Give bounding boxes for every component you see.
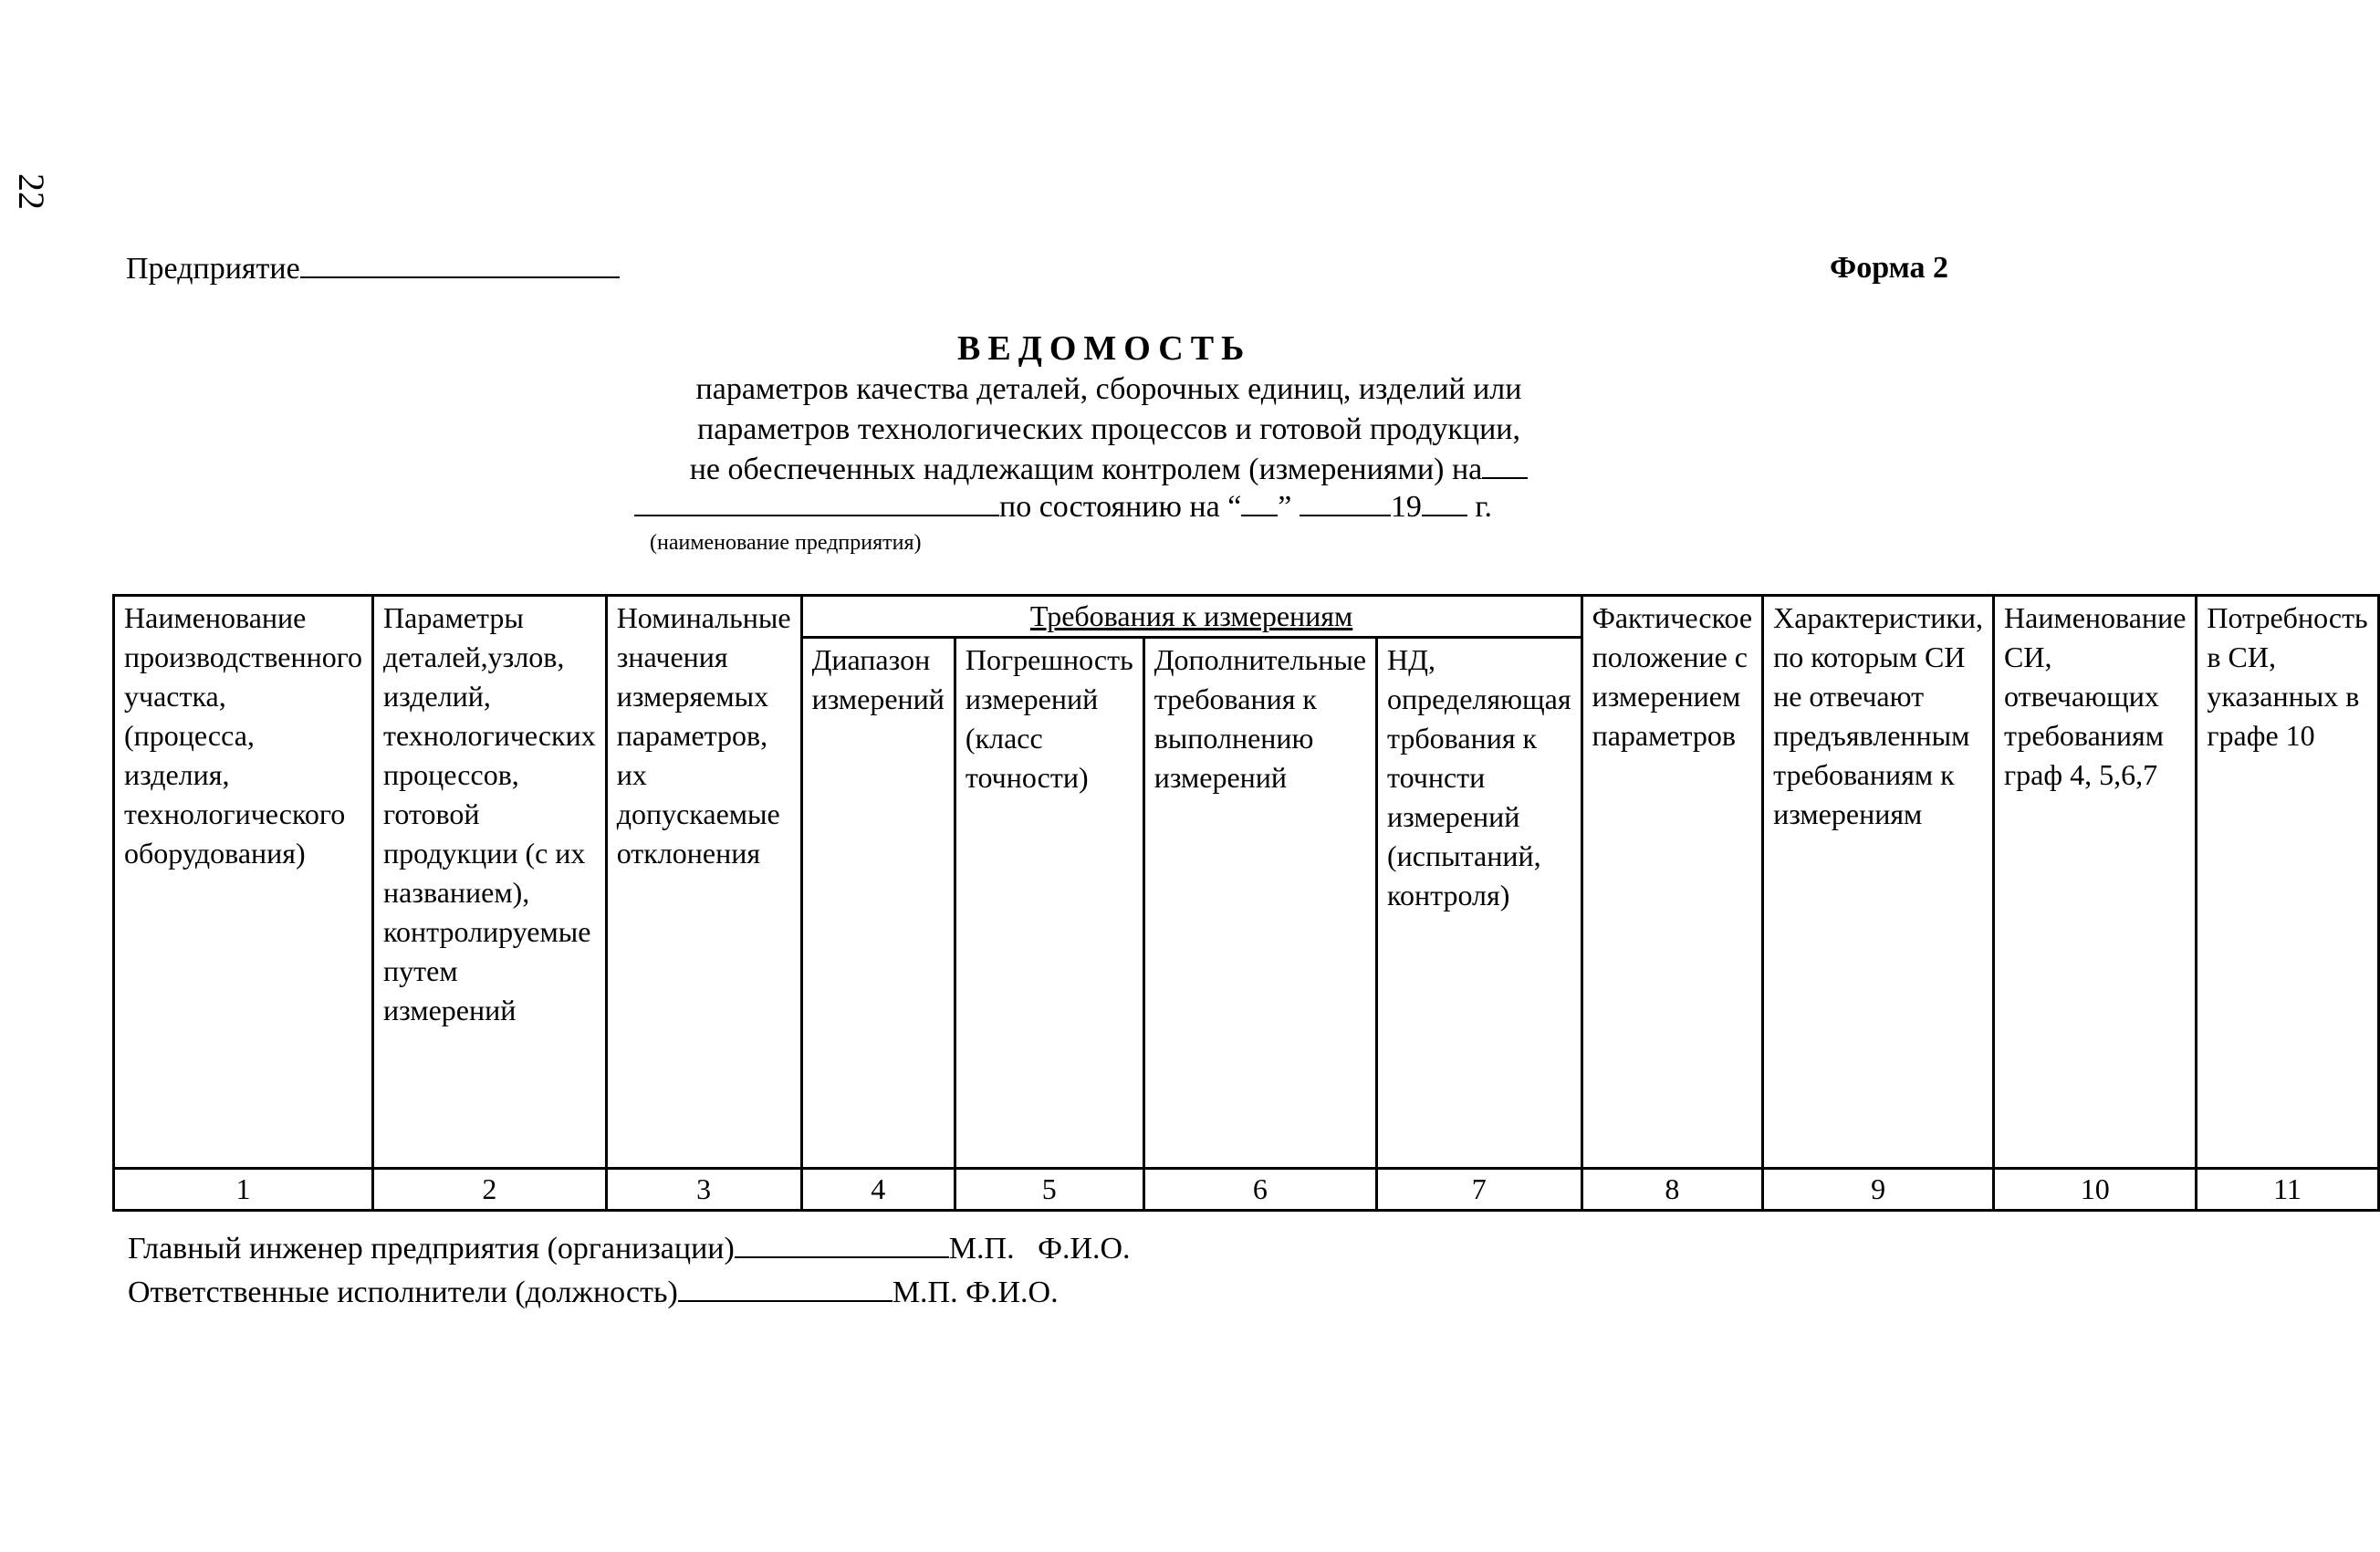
column-number: 6: [1143, 1169, 1376, 1211]
document-subtitle: [630, 370, 1588, 490]
responsible-label: Ответственные исполнители (должность): [128, 1276, 678, 1309]
column-number: 9: [1763, 1169, 1994, 1211]
page-number: 22: [11, 173, 52, 210]
column-header-6: Дополнительные требования к выполнению измерений: [1143, 638, 1376, 1169]
column-number: 2: [373, 1169, 607, 1211]
group-header-label: Требования к измерениям: [1029, 599, 1353, 632]
chief-engineer-label: Главный инженер предприятия (организации): [128, 1232, 735, 1266]
year-suffix: г.: [1475, 490, 1493, 524]
column-header-5: Погрешность измерений (класс точности): [955, 638, 1143, 1169]
responsible-stamp: М.П. Ф.И.О.: [892, 1276, 1059, 1309]
year-blank[interactable]: [1422, 491, 1467, 516]
column-header-4: Диапазон измерений: [801, 638, 955, 1169]
year-prefix: 19: [1390, 490, 1422, 524]
date-blank[interactable]: [1482, 477, 1528, 479]
enterprise-name-blank[interactable]: [634, 491, 999, 516]
column-number: 7: [1377, 1169, 1582, 1211]
statement-table: [112, 594, 2380, 1212]
column-number: 3: [606, 1169, 801, 1211]
column-header-1: Наименование производственного участка, (процесса, изделия, технологического оборудования): [114, 596, 373, 1169]
enterprise-field: [126, 251, 620, 286]
responsible-signature-blank[interactable]: [678, 1276, 892, 1302]
column-number: 8: [1581, 1169, 1763, 1211]
quote-close: ”: [1278, 490, 1292, 524]
column-header-2: Параметры деталей,узлов, изделий, технологических процессов, готовой продукции (с их названием), контролируемые путем измерений: [373, 596, 607, 1169]
day-blank[interactable]: [1241, 491, 1278, 516]
responsible-line: [128, 1271, 1131, 1315]
state-date-line: [634, 490, 1492, 525]
state-label: по состоянию на “: [999, 490, 1242, 524]
subtitle-line: параметров качества деталей, сборочных единиц, изделий или: [695, 372, 1522, 406]
enterprise-label: Предприятие: [126, 252, 300, 286]
column-number: 4: [801, 1169, 955, 1211]
column-number: 5: [955, 1169, 1143, 1211]
column-number: 1: [114, 1169, 373, 1211]
column-header-10: Наименование СИ, отвечающих требованиям граф 4, 5,6,7: [1994, 596, 2197, 1169]
column-header-8: Фактическое положение с измерением параметров: [1581, 596, 1763, 1169]
column-header-7: НД, определяющая трбования к точнсти измерений (испытаний, контроля): [1377, 638, 1582, 1169]
chief-engineer-line: [128, 1227, 1131, 1271]
subtitle-line: параметров технологических процессов и готовой продукции,: [697, 412, 1520, 446]
form-number: Форма 2: [1830, 251, 1949, 285]
column-number: 10: [1994, 1169, 2197, 1211]
subtitle-line: не обеспеченных надлежащим контролем (измерениями) на: [630, 450, 1588, 490]
month-blank[interactable]: [1300, 491, 1391, 516]
document-title: ВЕДОМОСТЬ: [957, 329, 1252, 368]
column-header-11: Потребность в СИ, указанных в графе 10: [2197, 596, 2378, 1169]
column-header-9: Характеристики, по которым СИ не отвечают предъявленным требованиям к измерениям: [1763, 596, 1994, 1169]
column-number: 11: [2197, 1169, 2378, 1211]
enterprise-blank-line[interactable]: [300, 251, 620, 278]
group-header-measurement-requirements: [801, 596, 1581, 638]
column-number-row: [114, 1169, 2379, 1211]
chief-engineer-stamp: М.П. Ф.И.О.: [948, 1232, 1131, 1266]
name-caption: (наименование предприятия): [650, 531, 922, 555]
signatures-block: [128, 1227, 1131, 1315]
column-header-3: Номинальные значения измеряемых параметров, их допускаемые отклонения: [606, 596, 801, 1169]
chief-engineer-signature-blank[interactable]: [735, 1233, 949, 1258]
